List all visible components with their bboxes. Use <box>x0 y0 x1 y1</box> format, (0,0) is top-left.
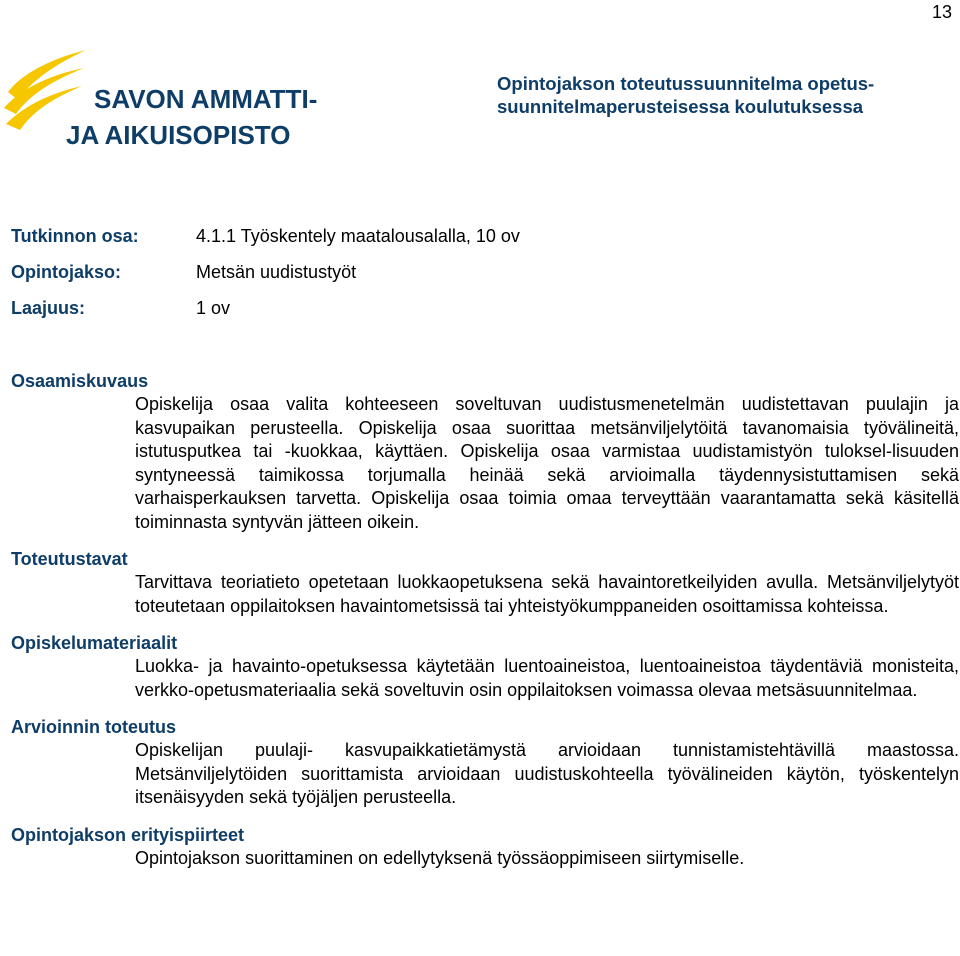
meta-value: 4.1.1 Työskentely maatalousalalla, 10 ov <box>196 225 520 246</box>
section-body: Opintojakson suorittaminen on edellytyksenä työssäoppimiseen siirtymiselle. <box>135 847 745 868</box>
meta-value: 1 ov <box>196 297 231 318</box>
section-heading: Arvioinnin toteutus <box>11 717 176 737</box>
section-arvioinnin-toteutus <box>11 716 959 810</box>
section-heading: Osaamiskuvaus <box>11 371 149 391</box>
section-heading: Opiskelumateriaalit <box>11 633 178 653</box>
section-body: Opiskelijan puulaji- kasvupaikkatietämystä arvioidaan tunnistamistehtävillä maastossa. Metsänviljelytöiden suorittamista arvioidaan uudistuskohteella työvälineiden käytön, työskentelyn itsenäisyyden sekä työjäljen perusteella. <box>135 740 959 807</box>
meta-label: Tutkinnon osa: <box>11 225 139 246</box>
meta-label: Laajuus: <box>11 297 86 318</box>
meta-label: Opintojakso: <box>11 261 122 282</box>
document-title-line2: suunnitelmaperusteisessa koulutuksessa <box>497 96 864 117</box>
document-title <box>497 72 937 118</box>
course-meta <box>11 218 520 326</box>
section-body: Tarvittava teoriatieto opetetaan luokkaopetuksena sekä havaintoretkeilyiden avulla. Metsänviljelytyöt toteutetaan oppilaitoksen havaintometsissä tai yhteistyökumppaneiden osoittamissa kohteissa. <box>135 572 959 616</box>
section-osaamiskuvaus <box>11 370 959 534</box>
meta-row-laajuus <box>11 290 520 326</box>
logo-swoosh-icon <box>4 50 86 130</box>
document-sections <box>11 370 959 884</box>
logo-line2: JA AIKUISOPISTO <box>66 120 291 150</box>
page-number: 13 <box>931 2 952 22</box>
meta-row-opintojakso <box>11 254 520 290</box>
meta-row-tutkinnon-osa <box>11 218 520 254</box>
section-heading: Toteutustavat <box>11 549 128 569</box>
document-title-line1: Opintojakson toteutussuunnitelma opetus- <box>497 73 875 94</box>
section-body: Luokka- ja havainto-opetuksessa käytetään luentoaineistoa, luentoaineistoa täydentäviä monisteita, verkko-opetusmateriaalia sekä soveltuvin osin oppilaitoksen voimassa olevaa metsäsuunnitelmaa. <box>135 656 959 700</box>
logo-line1: SAVON AMMATTI- <box>94 84 318 114</box>
section-erityispiirteet <box>11 824 959 871</box>
meta-value: Metsän uudistustyöt <box>196 261 357 282</box>
section-heading: Opintojakson erityispiirteet <box>11 824 245 845</box>
section-toteutustavat <box>11 548 959 618</box>
savon-ammatti-logo <box>4 48 334 152</box>
section-opiskelumateriaalit <box>11 632 959 702</box>
section-body: Opiskelija osaa valita kohteeseen soveltuvan uudistusmenetelmän uudistettavan puulajin ja kasvupaikan perusteella. Opiskelija osaa suorittaa metsänviljelytöitä tavanomaisia työvälineitä, istutusputkea tai -kuokkaa, käyttäen. Opiskelija osaa varmistaa uudistamistyön tuloksel-lisuuden syntyneessä taimikossa torjumalla heinää sekä arvioimalla täydennysistuttamisen sekä varhaisperkauksen tarvetta. Opiskelija osaa toimia omaa terveyttään vaarantamatta sekä käsitellä toiminnasta syntyvän jätteen oikein. <box>135 394 959 532</box>
